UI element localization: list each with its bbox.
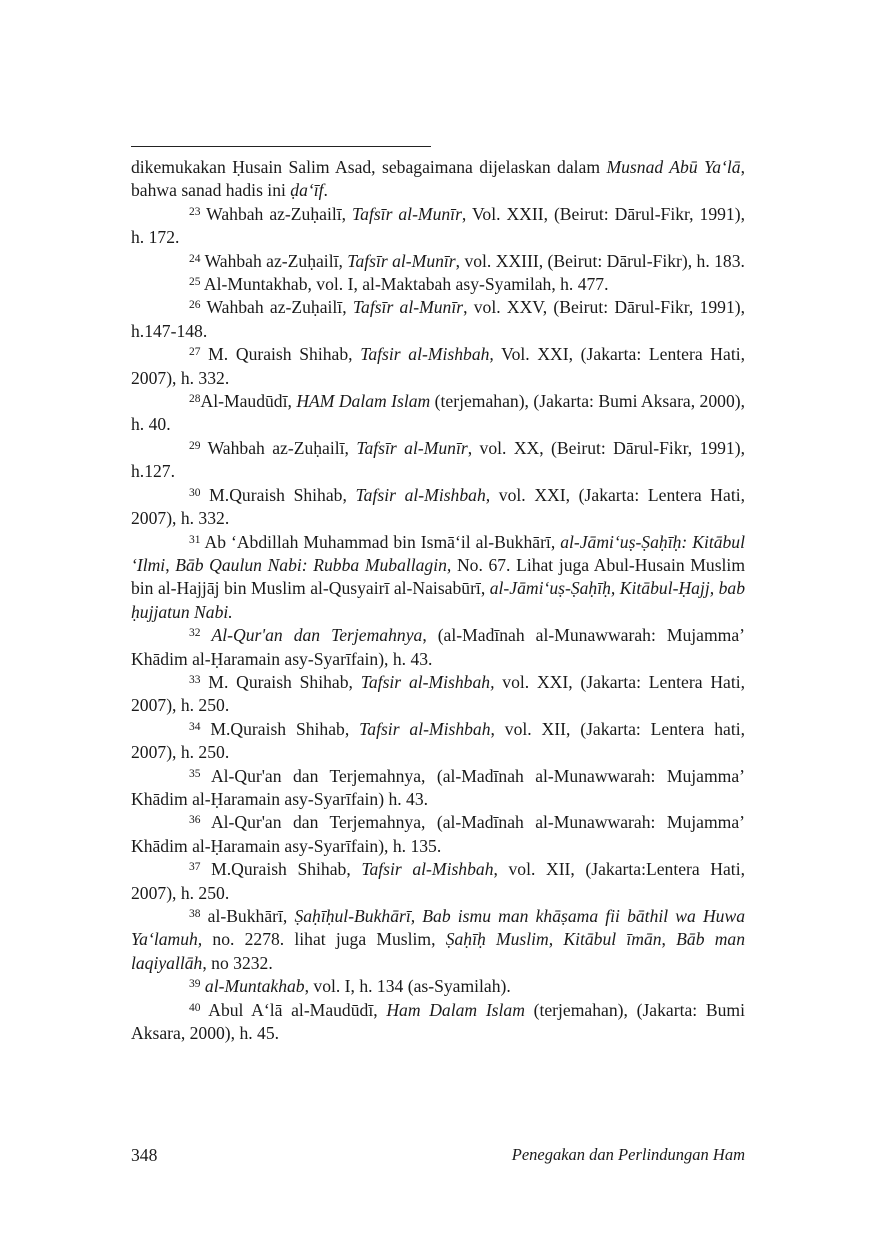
footnote-34 — [131, 718, 745, 765]
footnote-number: 37 — [189, 861, 201, 874]
footnote-39 — [131, 975, 745, 998]
footnote-number: 24 — [189, 252, 201, 265]
footnote-text: , vol. XX, (Beirut: Dārul-Fikr, 1991), h.127. — [131, 437, 745, 482]
footnote-number: 40 — [189, 1001, 201, 1014]
footnote-number: 28 — [189, 393, 201, 406]
footnote-37 — [131, 858, 745, 905]
footnote-text: vol. XXI, (Jakarta: Lentera Hati, 2007), h. 250. — [131, 671, 746, 716]
footnote-number: 29 — [189, 439, 201, 452]
footnote-italic-text: Tafsir al-Mishbah, — [355, 484, 491, 505]
footnote-separator-rule — [131, 146, 431, 147]
footnote-number: 25 — [189, 276, 201, 289]
footnote-italic-text: Tafsir al-Mishbah, — [360, 344, 494, 365]
running-title: Penegakan dan Perlindungan Ham — [511, 1145, 745, 1164]
footnote-text: M. Quraish Shihab, — [200, 671, 361, 692]
footnote-30 — [131, 484, 745, 531]
footnote-25 — [131, 273, 745, 296]
footnote-35 — [131, 765, 745, 812]
footnote-text: M.Quraish Shihab, — [200, 484, 356, 505]
footnote-number: 39 — [189, 978, 201, 991]
footnote-text: (terjemahan), (Jakarta: Bumi Aksara, 2000), h. 40. — [131, 391, 745, 435]
footnote-32 — [131, 624, 745, 671]
footnote-28 — [131, 390, 745, 437]
footnote-italic-text: Tafsīr al-Munīr — [352, 297, 464, 318]
footnote-text — [201, 625, 212, 645]
footnote-text: , no 3232. — [202, 952, 273, 973]
footnote-italic-text: Ham Dalam Islam — [386, 999, 525, 1020]
footnote-text: Wahbah az-Zuḥailī, — [200, 437, 357, 458]
footnote-text: vol. XXI, (Jakarta: Lentera Hati, 2007), h. 332. — [131, 484, 745, 529]
footnotes-section — [131, 156, 745, 1045]
footnote-text: , (al-Madīnah al-Munawwarah: Mujamma’ Khādim al-Ḥaramain asy-Syarīfain), h. 43. — [131, 625, 745, 669]
footnote-italic-text: Tafsir al-Mishbah, — [360, 671, 495, 692]
footnote-text: , Vol. XXII, (Beirut: Dārul-Fikr, 1991), h. 172. — [131, 203, 745, 248]
footnote-38 — [131, 905, 745, 975]
footnote-number: 38 — [189, 908, 201, 920]
footnote-text: Al-Maudūdī, — [200, 391, 297, 412]
footnote-number: 36 — [189, 814, 201, 827]
footnote-text: Al-Muntakhab, vol. I, al-Maktabah asy-Syamilah, h. 477. — [200, 274, 609, 295]
footnote-29 — [131, 437, 745, 484]
footnote-text: , vol. XXV, (Beirut: Dārul-Fikr, 1991), h.147-148. — [131, 297, 746, 341]
footnote-text: Al-Qur'an dan Terjemahnya, (al-Madīnah al-Munawwarah: Mujamma’ Khādim al-Ḥaramain asy-Syarīfain), h. 135. — [131, 812, 745, 856]
footnote-text: , — [661, 929, 677, 950]
footnote-text: , — [165, 554, 176, 575]
footnote-italic-text: Tafsīr al-Munīr — [356, 437, 468, 458]
footnote-33 — [131, 671, 745, 718]
page-number: 348 — [131, 1145, 158, 1165]
footnote-number: 30 — [189, 486, 201, 499]
footnote-italic-text: Al-Qur'an dan Terjemahnya — [211, 625, 423, 646]
footnote-24 — [131, 250, 745, 273]
footnote-text: M.Quraish Shihab, — [200, 718, 360, 739]
footnote-italic-text: Tafsir al-Mishbah — [361, 859, 494, 880]
footnote-number: 23 — [189, 205, 201, 218]
footnote-italic-text: al-Jāmi‘uṣ-Ṣaḥīḥ, Kitābul-Ḥajj, bab ḥujjatun Nabi. — [131, 578, 745, 622]
footnote-continuation: dikemukakan Ḥusain Salim Asad, sebagaimana dijelaskan dalam Musnad Abū Ya‘lā, bahwa sanad hadis ini ḍa‘īf. — [131, 157, 745, 201]
footnote-italic-text: HAM Dalam Islam — [296, 391, 431, 412]
footnote-text: (terjemahan), (Jakarta: Bumi Aksara, 2000), h. 45. — [131, 999, 745, 1044]
footnote-text: no. 2278. lihat juga Muslim, — [202, 929, 446, 950]
footnote-23 — [131, 203, 745, 250]
footnote-text: , vol. I, h. 134 (as-Syamilah). — [304, 976, 511, 997]
footnote-text: M. Quraish Shihab, — [200, 344, 361, 365]
footnote-text: , vol. XXIII, (Beirut: Dārul-Fikr), h. 183. — [455, 250, 745, 271]
footnote-italic-text: Ṣaḥīḥul-Bukhārī, Bab ismu man khāṣama fii bāthil wa Huwa Ya‘lamuh, — [131, 906, 745, 950]
footnote-italic-text: Tafsīr al-Munīr — [351, 203, 462, 224]
footnote-number: 31 — [189, 533, 201, 546]
footnote-number: 33 — [189, 673, 201, 686]
footnote-text: Ab ‘Abdillah Muhammad bin Ismā‘il al-Bukhārī, — [200, 531, 561, 552]
footnote-italic-text: Bāb Qaulun Nabi: Rubba Muballagin, — [175, 554, 452, 575]
footnote-text: , vol. XII, (Jakarta: Lentera hati, 2007), h. 250. — [131, 718, 745, 763]
footnote-31 — [131, 531, 745, 625]
footnote-number: 32 — [189, 627, 201, 640]
footnote-italic-text: Tafsīr al-Munīr — [347, 250, 456, 271]
footnote-number: 26 — [189, 299, 201, 312]
footnote-40 — [131, 999, 745, 1046]
footnote-text: M.Quraish Shihab, — [200, 859, 362, 880]
footnote-text: al-Bukhārī, — [200, 906, 295, 926]
footnote-36 — [131, 811, 745, 858]
footnote-text: Wahbah az-Zuḥailī, — [200, 203, 352, 224]
footnote-text: No. 67. Lihat juga Abul-Husain Muslim bin al-Hajjāj bin Muslim al-Qusyairī al-Naisabūrī, — [131, 554, 746, 599]
footnote-italic-text: Bāb man laqiyallāh — [131, 929, 745, 973]
footnote-text: Wahbah az-Zuḥailī, — [200, 250, 348, 271]
footnote-26 — [131, 296, 745, 343]
footnote-text: Al-Qur'an dan Terjemahnya, (al-Madīnah al-Munawwarah: Mujamma’ Khādim al-Ḥaramain asy-Syarīfain) h. 43. — [131, 765, 745, 809]
footnote-number: 35 — [189, 767, 201, 780]
footnote-number: 34 — [189, 720, 201, 733]
footnote-27 — [131, 343, 745, 390]
footnote-italic-text: al-Jāmi‘uṣ-Ṣaḥīḥ: Kitābul ‘Ilmi — [131, 531, 745, 575]
footnote-number: 27 — [189, 346, 201, 359]
footnote-italic-text: al-Muntakhab — [204, 976, 305, 997]
footnote-text: Wahbah az-Zuḥailī, — [200, 297, 353, 318]
footnote-italic-text: Tafsir al-Mishbah — [359, 718, 491, 739]
footnote-text: Vol. XXI, (Jakarta: Lentera Hati, 2007), h. 332. — [131, 344, 745, 388]
footnote-text: Abul A‘lā al-Maudūdī, — [200, 999, 387, 1020]
footnote-italic-text: Ṣaḥīḥ Muslim, Kitābul īmān — [445, 929, 662, 950]
footnote-text: , vol. XII, (Jakarta:Lentera Hati, 2007), h. 250. — [131, 859, 745, 903]
